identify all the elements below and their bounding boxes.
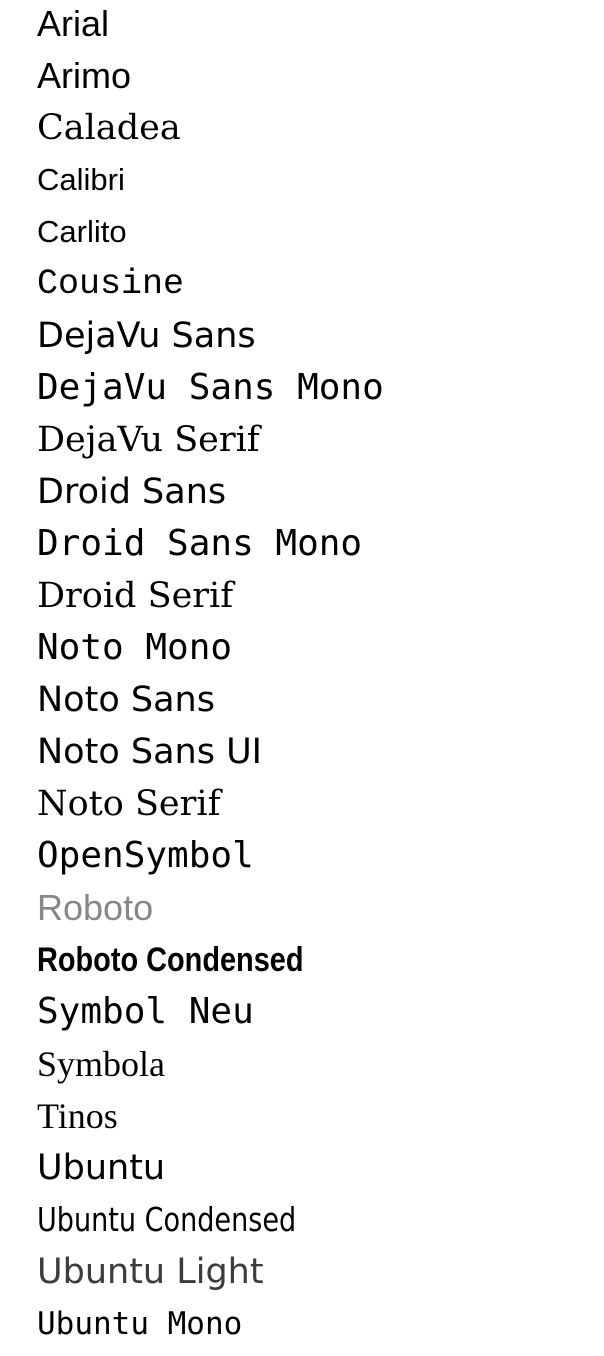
font-name-label: DejaVu Sans <box>37 316 256 356</box>
font-list-item-ubuntu <box>37 1142 604 1194</box>
font-name-label: Cousine <box>37 264 185 304</box>
font-name-label: Noto Sans <box>37 680 215 720</box>
font-list-item-carlito <box>37 206 604 258</box>
font-name-label: Noto Mono <box>37 627 233 668</box>
font-name-label: Droid Sans <box>37 472 227 512</box>
font-list-item-calibri <box>37 154 604 206</box>
font-name-label: Caladea <box>37 108 181 148</box>
font-list-item-droid-serif <box>37 570 604 622</box>
font-name-label: Arimo <box>37 55 132 96</box>
font-list-item-noto-serif <box>37 778 604 830</box>
font-name-label: Calibri <box>37 162 125 197</box>
font-name-label: Symbol Neu <box>37 991 254 1032</box>
font-list-item-noto-sans <box>37 674 604 726</box>
font-name-label: Roboto Condensed <box>37 941 304 979</box>
font-name-label: Roboto <box>37 887 154 928</box>
font-list-item-ubuntu-light <box>37 1246 604 1298</box>
font-list-item-noto-mono <box>37 622 604 674</box>
font-name-label: OpenSymbol <box>37 835 254 876</box>
font-name-label: Droid Sans Mono <box>37 523 363 564</box>
font-list-item-roboto-condensed <box>37 934 604 986</box>
font-list-item-dejavu-sans-mono <box>37 362 604 414</box>
font-name-label: Arial <box>37 3 110 44</box>
font-name-label: Ubuntu Condensed <box>37 1200 297 1239</box>
font-list-item-roboto <box>37 882 604 934</box>
font-list-item-ubuntu-condensed <box>37 1194 604 1246</box>
font-name-label: Symbola <box>37 1044 166 1084</box>
font-name-label: Noto Serif <box>37 784 221 824</box>
font-list-item-tinos <box>37 1090 604 1142</box>
font-list-item-opensymbol <box>37 830 604 882</box>
font-name-label: Ubuntu Mono <box>37 1306 243 1342</box>
font-list-item-caladea <box>37 102 604 154</box>
font-name-label: DejaVu Serif <box>37 420 260 460</box>
font-list-item-droid-sans <box>37 466 604 518</box>
font-list-item-cousine <box>37 258 604 310</box>
font-name-label: Ubuntu <box>37 1148 166 1188</box>
font-name-label: Noto Sans UI <box>37 732 263 772</box>
font-list-item-noto-sans-ui <box>37 726 604 778</box>
font-list-item-droid-sans-mono <box>37 518 604 570</box>
font-list-item-dejavu-serif <box>37 414 604 466</box>
font-list-item-symbol-neu <box>37 986 604 1038</box>
font-name-label: Ubuntu Light <box>37 1252 264 1292</box>
font-list-item-arial <box>37 0 604 50</box>
font-name-label: Tinos <box>37 1096 118 1136</box>
font-name-label: Carlito <box>37 214 127 249</box>
font-list-item-arimo <box>37 50 604 102</box>
font-list-item-dejavu-sans <box>37 310 604 362</box>
font-name-label: Droid Serif <box>37 576 234 616</box>
font-name-label: DejaVu Sans Mono <box>37 367 384 408</box>
font-list-item-symbola <box>37 1038 604 1090</box>
font-list-item-ubuntu-mono <box>37 1298 604 1350</box>
